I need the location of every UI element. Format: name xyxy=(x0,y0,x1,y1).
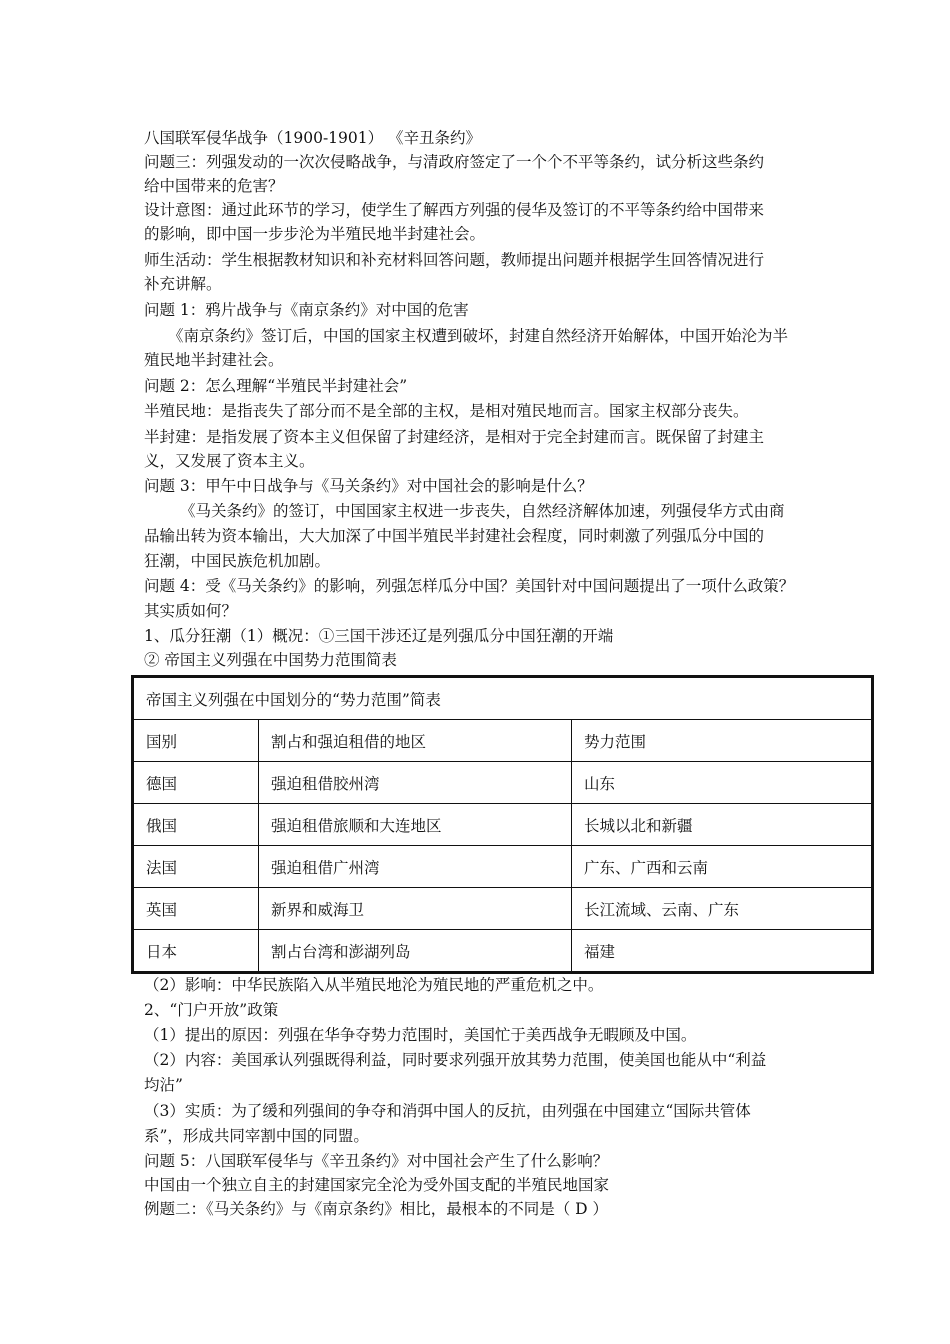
question-heading: 问题 5：八国联军侵华与《辛丑条约》对中国社会产生了什么影响？ xyxy=(144,1152,609,1170)
table-cell: 福建 xyxy=(572,930,873,973)
text-line: （2）影响：中华民族陷入从半殖民地沦为殖民地的严重危机之中。 xyxy=(144,976,604,994)
table-cell: 俄国 xyxy=(133,804,259,846)
table-cell: 新界和威海卫 xyxy=(259,888,572,930)
text-line: 《马关条约》的签订，中国国家主权进一步丧失，自然经济解体加速，列强侵华方式由商 xyxy=(180,502,785,520)
text-line: 殖民地半封建社会。 xyxy=(144,351,284,369)
text-line: 义，又发展了资本主义。 xyxy=(144,452,315,470)
text-line: ② 帝国主义列强在中国势力范围简表 xyxy=(144,651,397,669)
text-line: 品输出转为资本输出，大大加深了中国半殖民半封建社会程度，同时刺激了列强瓜分中国的 xyxy=(144,527,765,545)
text-line: 1、瓜分狂潮（1）概况：①三国干涉还辽是列强瓜分中国狂潮的开端 xyxy=(144,627,614,645)
text-line: 问题三：列强发动的一次次侵略战争，与清政府签定了一个个不平等条约，试分析这些条约 xyxy=(144,153,765,171)
text-line: 《南京条约》签订后，中国的国家主权遭到破坏，封建自然经济开始解体，中国开始沦为半 xyxy=(168,327,789,345)
table-cell: 法国 xyxy=(133,846,259,888)
table-cell: 长城以北和新疆 xyxy=(572,804,873,846)
question-heading: 问题 1：鸦片战争与《南京条约》对中国的危害 xyxy=(144,301,469,319)
text-line: 其实质如何？ xyxy=(144,602,238,620)
text-line: 设计意图：通过此环节的学习，使学生了解西方列强的侵华及签订的不平等条约给中国带来 xyxy=(144,201,765,219)
text-line: 半封建：是指发展了资本主义但保留了封建经济，是相对于完全封建而言。既保留了封建主 xyxy=(144,428,765,446)
table-cell: 割占台湾和澎湖列岛 xyxy=(259,930,572,973)
text-line: 补充讲解。 xyxy=(144,275,222,293)
table-cell: 广东、广西和云南 xyxy=(572,846,873,888)
table-cell: 强迫租借旅顺和大连地区 xyxy=(259,804,572,846)
table-title-row xyxy=(133,677,873,720)
table-cell: 强迫租借胶州湾 xyxy=(259,762,572,804)
table-row xyxy=(133,762,873,804)
table-cell: 英国 xyxy=(133,888,259,930)
table-cell: 德国 xyxy=(133,762,259,804)
table-row xyxy=(133,888,873,930)
text-line: 的影响，即中国一步步沦为半殖民地半封建社会。 xyxy=(144,225,486,243)
text-line: 中国由一个独立自主的封建国家完全沦为受外国支配的半殖民地国家 xyxy=(144,1176,610,1194)
text-line: 系”，形成共同宰割中国的同盟。 xyxy=(144,1127,369,1145)
table-cell: 山东 xyxy=(572,762,873,804)
table-header-cell: 国别 xyxy=(133,720,259,762)
table-row xyxy=(133,804,873,846)
text-line: 均沾” xyxy=(144,1076,183,1094)
text-line: （3）实质：为了缓和列强间的争夺和消弭中国人的反抗，由列强在中国建立“国际共管体 xyxy=(144,1102,751,1120)
table-header-row xyxy=(133,720,873,762)
sphere-of-influence-table xyxy=(131,675,874,974)
table-row xyxy=(133,846,873,888)
text-line: 半殖民地：是指丧失了部分而不是全部的主权，是相对殖民地而言。国家主权部分丧失。 xyxy=(144,402,749,420)
table-header-cell: 势力范围 xyxy=(572,720,873,762)
table-cell: 强迫租借广州湾 xyxy=(259,846,572,888)
table-header-cell: 割占和强迫租借的地区 xyxy=(259,720,572,762)
text-line: 师生活动：学生根据教材知识和补充材料回答问题，教师提出问题并根据学生回答情况进行 xyxy=(144,251,765,269)
table-title: 帝国主义列强在中国划分的“势力范围”简表 xyxy=(133,677,873,720)
text-line: 给中国带来的危害？ xyxy=(144,177,284,195)
text-line: 狂潮，中国民族危机加剧。 xyxy=(144,552,331,570)
table-cell: 日本 xyxy=(133,930,259,973)
question-heading: 问题 4：受《马关条约》的影响，列强怎样瓜分中国？美国针对中国问题提出了一项什么政策？ xyxy=(144,577,795,595)
text-line: （1）提出的原因：列强在华争夺势力范围时，美国忙于美西战争无暇顾及中国。 xyxy=(144,1026,697,1044)
question-heading: 问题 3：甲午中日战争与《马关条约》对中国社会的影响是什么？ xyxy=(144,477,593,495)
text-line: 八国联军侵华战争（1900-1901） 《辛丑条约》 xyxy=(144,129,482,147)
section-heading: 2、“门户开放”政策 xyxy=(144,1001,279,1019)
table-row xyxy=(133,930,873,973)
example-question: 例题二：《马关条约》与《南京条约》相比，最根本的不同是（ D ） xyxy=(144,1200,609,1218)
text-line: （2）内容：美国承认列强既得利益，同时要求列强开放其势力范围，使美国也能从中“利益 xyxy=(144,1051,767,1069)
table-cell: 长江流域、云南、广东 xyxy=(572,888,873,930)
question-heading: 问题 2：怎么理解“半殖民半封建社会” xyxy=(144,377,408,395)
